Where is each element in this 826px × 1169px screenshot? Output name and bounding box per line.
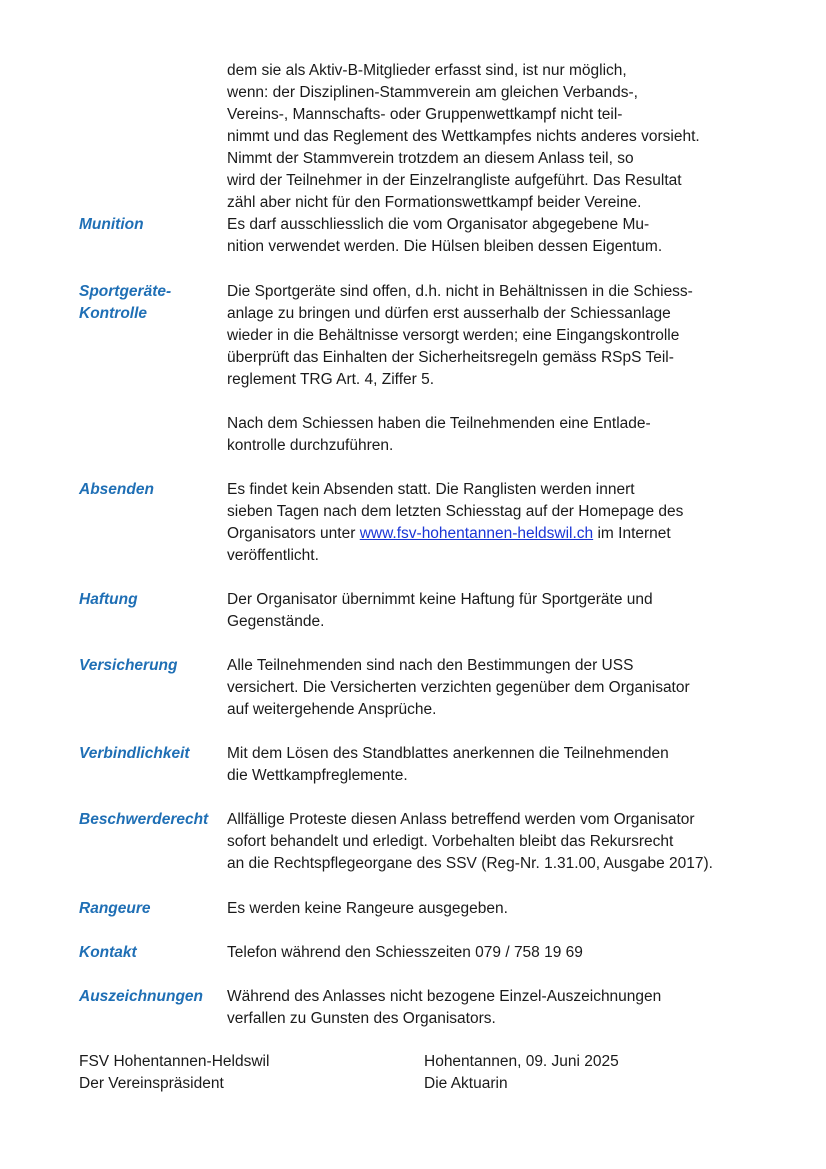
intro-line: zähl aber nicht für den Formationswettkampf beider Vereine.: [227, 194, 642, 211]
versicherung-text: auf weitergehende Ansprüche.: [227, 701, 437, 718]
absenden-text-link-line: [227, 523, 671, 545]
versicherung-text: Alle Teilnehmenden sind nach den Bestimmungen der USS: [227, 657, 634, 674]
section-label-beschwerderecht: Beschwerderecht: [79, 811, 209, 828]
section-label-munition: Munition: [79, 216, 144, 233]
section-label-haftung: Haftung: [79, 591, 138, 608]
absenden-text: Es findet kein Absenden statt. Die Ranglisten werden innert: [227, 481, 635, 498]
rangeure-text: Es werden keine Rangeure ausgegeben.: [227, 900, 508, 917]
homepage-link[interactable]: www.fsv-hohentannen-heldswil.ch: [359, 525, 594, 542]
kontrolle-text: Die Sportgeräte sind offen, d.h. nicht in Behältnissen in die Schiess-: [227, 283, 693, 300]
absenden-text: sieben Tagen nach dem letzten Schiesstag auf der Homepage des: [227, 503, 684, 520]
kontrolle-text: anlage zu bringen und dürfen erst ausserhalb der Schiessanlage: [227, 305, 671, 322]
section-label-kontrolle-2: Kontrolle: [79, 305, 148, 322]
absenden-text-pre: Organisators unter: [227, 525, 360, 542]
footer-date: Hohentannen, 09. Juni 2025: [424, 1053, 619, 1070]
absenden-text: veröffentlicht.: [227, 547, 319, 564]
footer-secretary: Die Aktuarin: [424, 1075, 508, 1092]
beschwerderecht-text: an die Rechtspflegeorgane des SSV (Reg-Nr. 1.31.00, Ausgabe 2017).: [227, 855, 713, 872]
haftung-text: Der Organisator übernimmt keine Haftung für Sportgeräte und: [227, 591, 653, 608]
kontrolle-text: wieder in die Behältnisse versorgt werden; eine Eingangskontrolle: [227, 327, 680, 344]
intro-line: Vereins-, Mannschafts- oder Gruppenwettkampf nicht teil-: [227, 106, 623, 123]
footer-president: Der Vereinspräsident: [79, 1075, 224, 1092]
section-label-versicherung: Versicherung: [79, 657, 178, 674]
absenden-text-post: im Internet: [593, 525, 671, 542]
beschwerderecht-text: Allfällige Proteste diesen Anlass betreffend werden vom Organisator: [227, 811, 695, 828]
kontrolle-text-2: kontrolle durchzuführen.: [227, 437, 394, 454]
intro-line: wird der Teilnehmer in der Einzelrangliste aufgeführt. Das Resultat: [227, 172, 682, 189]
section-label-absenden: Absenden: [79, 481, 154, 498]
section-label-kontrolle: Sportgeräte-: [79, 283, 172, 300]
verbindlichkeit-text: die Wettkampfreglemente.: [227, 767, 408, 784]
haftung-text: Gegenstände.: [227, 613, 325, 630]
munition-text: nition verwendet werden. Die Hülsen bleiben dessen Eigentum.: [227, 238, 663, 255]
kontrolle-text: überprüft das Einhalten der Sicherheitsregeln gemäss RSpS Teil-: [227, 349, 674, 366]
versicherung-text: versichert. Die Versicherten verzichten gegenüber dem Organisator: [227, 679, 690, 696]
beschwerderecht-text: sofort behandelt und erledigt. Vorbehalten bleibt das Rekursrecht: [227, 833, 674, 850]
verbindlichkeit-text: Mit dem Lösen des Standblattes anerkennen die Teilnehmenden: [227, 745, 669, 762]
kontrolle-text-2: Nach dem Schiessen haben die Teilnehmenden eine Entlade-: [227, 415, 651, 432]
kontrolle-text: reglement TRG Art. 4, Ziffer 5.: [227, 371, 435, 388]
auszeichnungen-text: verfallen zu Gunsten des Organisators.: [227, 1010, 496, 1027]
intro-line: nimmt und das Reglement des Wettkampfes nichts anderes vorsieht.: [227, 128, 700, 145]
intro-line: wenn: der Disziplinen-Stammverein am gleichen Verbands-,: [227, 84, 638, 101]
intro-line: Nimmt der Stammverein trotzdem an diesem Anlass teil, so: [227, 150, 634, 167]
auszeichnungen-text: Während des Anlasses nicht bezogene Einzel-Auszeichnungen: [227, 988, 662, 1005]
section-label-kontakt: Kontakt: [79, 944, 137, 961]
section-label-auszeichnungen: Auszeichnungen: [79, 988, 204, 1005]
footer-club-name: FSV Hohentannen-Heldswil: [79, 1053, 270, 1070]
intro-line: dem sie als Aktiv-B-Mitglieder erfasst sind, ist nur möglich,: [227, 62, 627, 79]
section-label-verbindlichkeit: Verbindlichkeit: [79, 745, 190, 762]
section-label-rangeure: Rangeure: [79, 900, 151, 917]
munition-text: Es darf ausschliesslich die vom Organisator abgegebene Mu-: [227, 216, 650, 233]
kontakt-text: Telefon während den Schiesszeiten 079 / 758 19 69: [227, 944, 583, 961]
